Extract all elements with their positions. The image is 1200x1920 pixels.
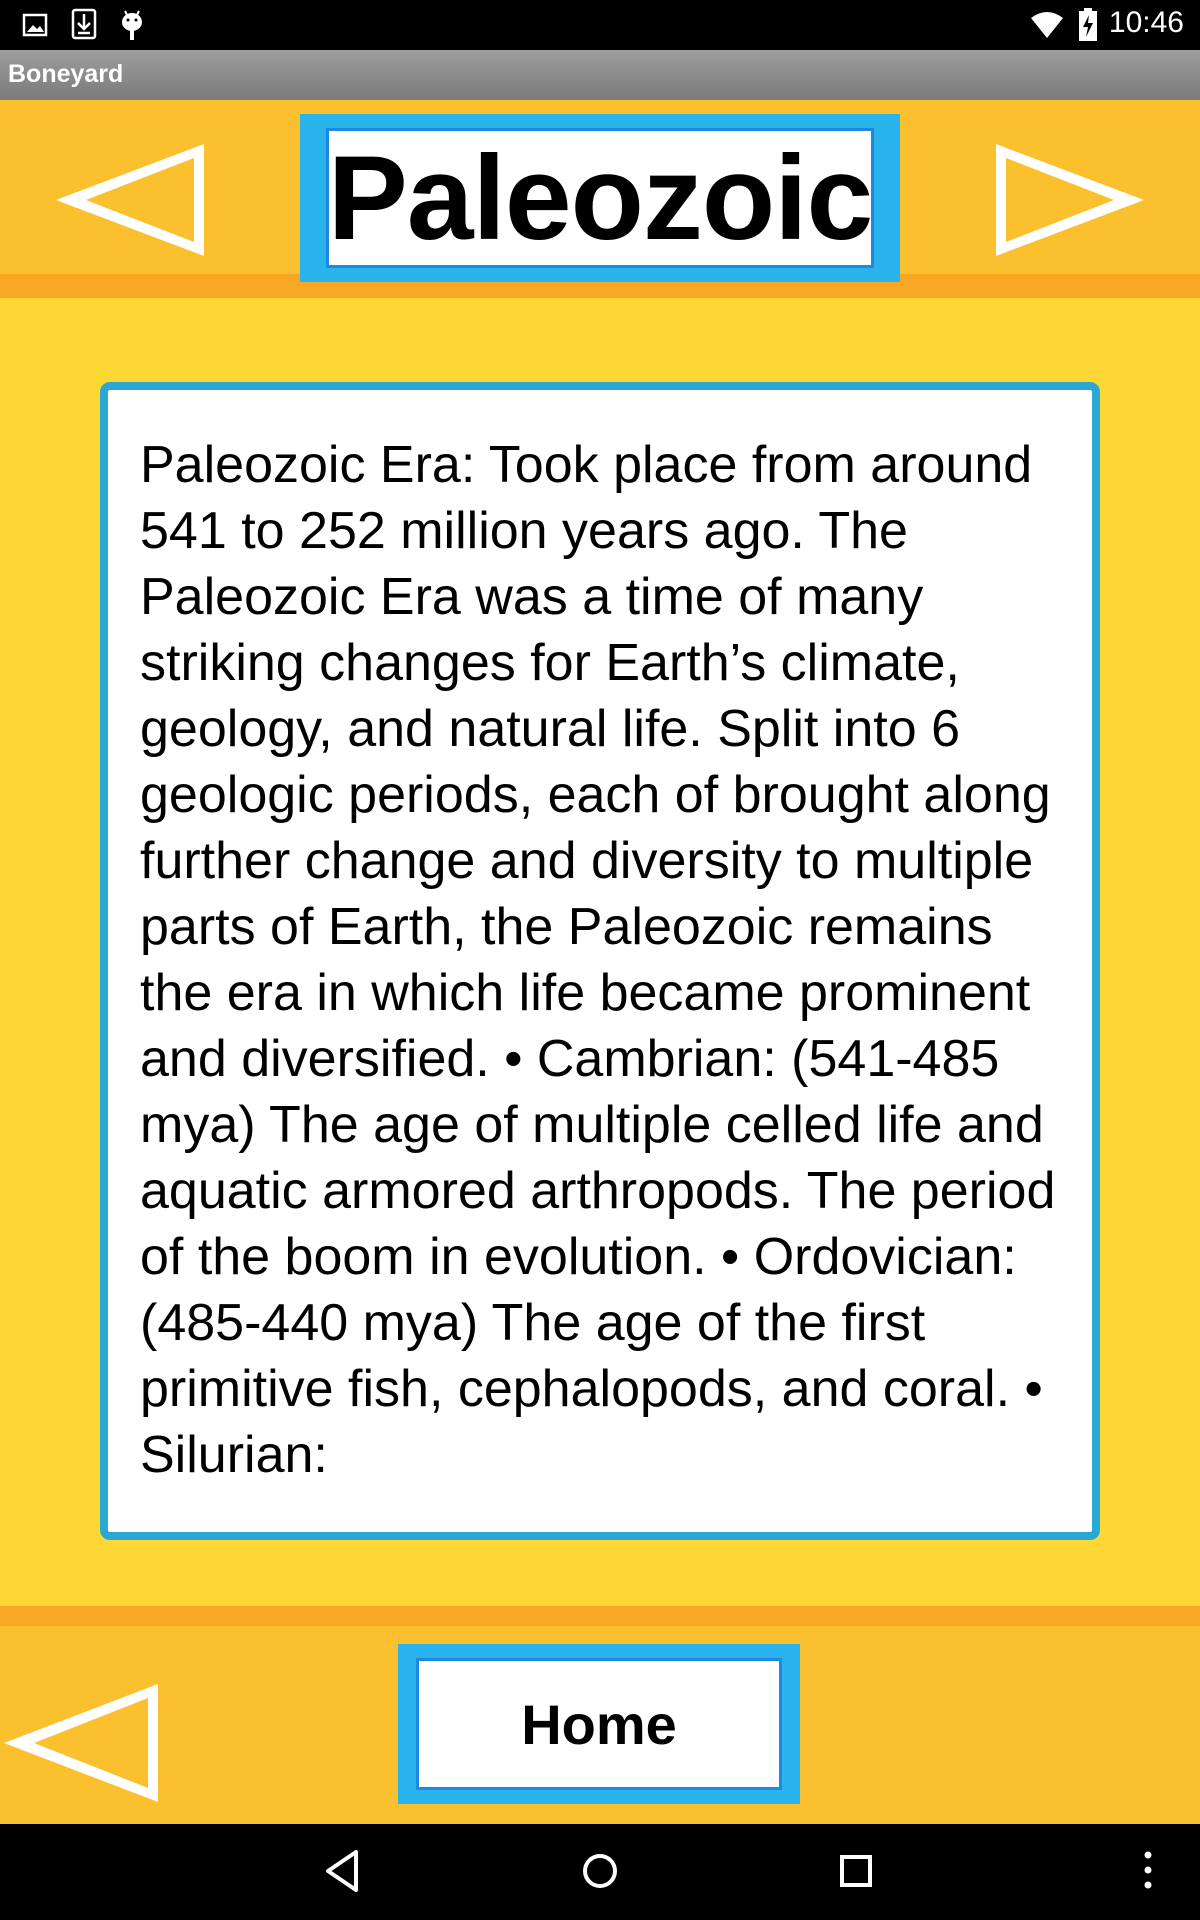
back-nav-icon[interactable] [322, 1848, 362, 1894]
prev-era-button[interactable] [44, 136, 214, 264]
android-debug-icon [118, 8, 146, 42]
back-button[interactable] [0, 1680, 166, 1806]
next-era-button[interactable] [986, 136, 1156, 264]
status-time: 10:46 [1108, 6, 1184, 39]
left-triangle-icon [56, 144, 204, 256]
recents-nav-icon[interactable] [836, 1848, 876, 1894]
left-triangle-icon [4, 1684, 158, 1802]
era-title-frame [326, 128, 874, 268]
home-button-frame [416, 1658, 782, 1790]
era-description-box[interactable] [100, 382, 1100, 1540]
status-bar [0, 0, 1200, 50]
wifi-icon [1030, 10, 1064, 40]
era-description-text: Paleozoic Era: Took place from around 541 to 252 million years ago. The Paleozoic Era was a time of many striking changes for Earth’s climate, geology, and natural life. Split into 6 geologic periods, each of brought along further change and diversity to multiple parts of Earth, the Paleozoic remains the era in which life became prominent and diversified. • Cambrian: (541-485 mya) The age of multiple celled life and aquatic armored arthropods. The period of the boom in evolution. • Ordovician: (485-440 mya) The age of the first primitive fish, cephalopods, and coral. • Silurian: [140, 436, 1056, 1484]
era-title-box [300, 114, 900, 282]
download-icon [70, 8, 98, 40]
app-title-bar [0, 50, 1200, 100]
home-button-label: Home [521, 1692, 677, 1756]
footer-top-border [0, 1606, 1200, 1626]
era-title: Paleozoic [327, 131, 873, 265]
home-nav-icon[interactable] [580, 1848, 620, 1894]
system-nav-bar [0, 1824, 1200, 1920]
overflow-menu-icon[interactable] [1134, 1848, 1162, 1894]
battery-charging-icon [1078, 8, 1098, 42]
right-triangle-icon [996, 144, 1144, 256]
home-button[interactable] [398, 1644, 800, 1804]
image-notification-icon [22, 12, 48, 38]
app-title: Boneyard [8, 60, 124, 88]
